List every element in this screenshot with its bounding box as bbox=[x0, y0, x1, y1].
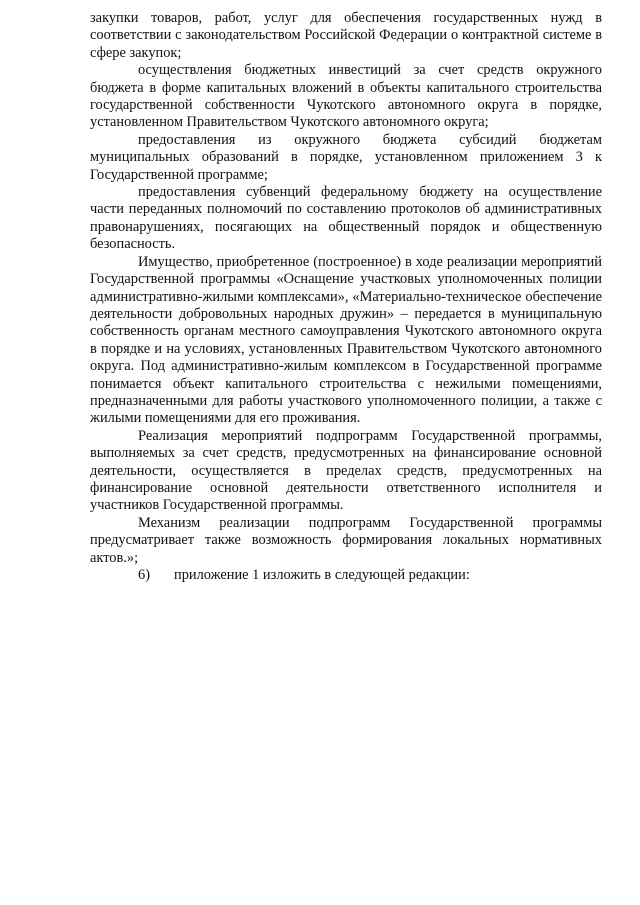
paragraph-procurement: закупки товаров, работ, услуг для обеспечения государственных нужд в соответствии с законодательством Российской Федерации о контрактной системе в сфере закупок; bbox=[90, 10, 602, 61]
list-item-number: 6) bbox=[138, 567, 150, 583]
paragraph-subventions: предоставления субвенций федеральному бюджету на осуществление части переданных полномочий по составлению протоколов об административных правонарушениях, посягающих на общественный порядок и общественную безопасность. bbox=[90, 184, 602, 253]
list-item-6 bbox=[90, 567, 602, 584]
paragraph-budget-investments: осуществления бюджетных инвестиций за счет средств окружного бюджета в форме капитальных вложений в объекты капитального строительства государственной собственности Чукотского автономного округа в порядке, установленном Правительством Чукотского автономного округа; bbox=[90, 62, 602, 131]
document-page bbox=[90, 10, 602, 584]
paragraph-subsidies: предоставления из окружного бюджета субсидий бюджетам муниципальных образований в порядке, установленном приложением 3 к Государственной программе; bbox=[90, 131, 602, 183]
list-item-text: приложение 1 изложить в следующей редакции: bbox=[174, 567, 470, 583]
paragraph-property: Имущество, приобретенное (построенное) в ходе реализации мероприятий Государственной программы «Оснащение участковых уполномоченных полиции административно-жилыми комплексами», «Материально-техническое обеспечение деятельности добровольных народных дружин» – передается в муниципальную собственность органам местного самоуправления Чукотского автономного округа в порядке и на условиях, установленных Правительством Чукотского автономного округа. Под административно-жилым комплексом в Государственной программе понимается объект капитального строительства с нежилыми помещениями, предназначенными для работы участкового уполномоченного полиции, а также с жилыми помещениями для его проживания. bbox=[90, 253, 602, 427]
paragraph-implementation: Реализация мероприятий подпрограмм Государственной программы, выполняемых за счет средств, предусмотренных на финансирование основной деятельности, осуществляется в пределах средств, предусмотренных на финансирование основной деятельности ответственного исполнителя и участников Государственной программы. bbox=[90, 427, 602, 514]
paragraph-mechanism: Механизм реализации подпрограмм Государственной программы предусматривает также возможность формирования локальных нормативных актов.»; bbox=[90, 514, 602, 566]
